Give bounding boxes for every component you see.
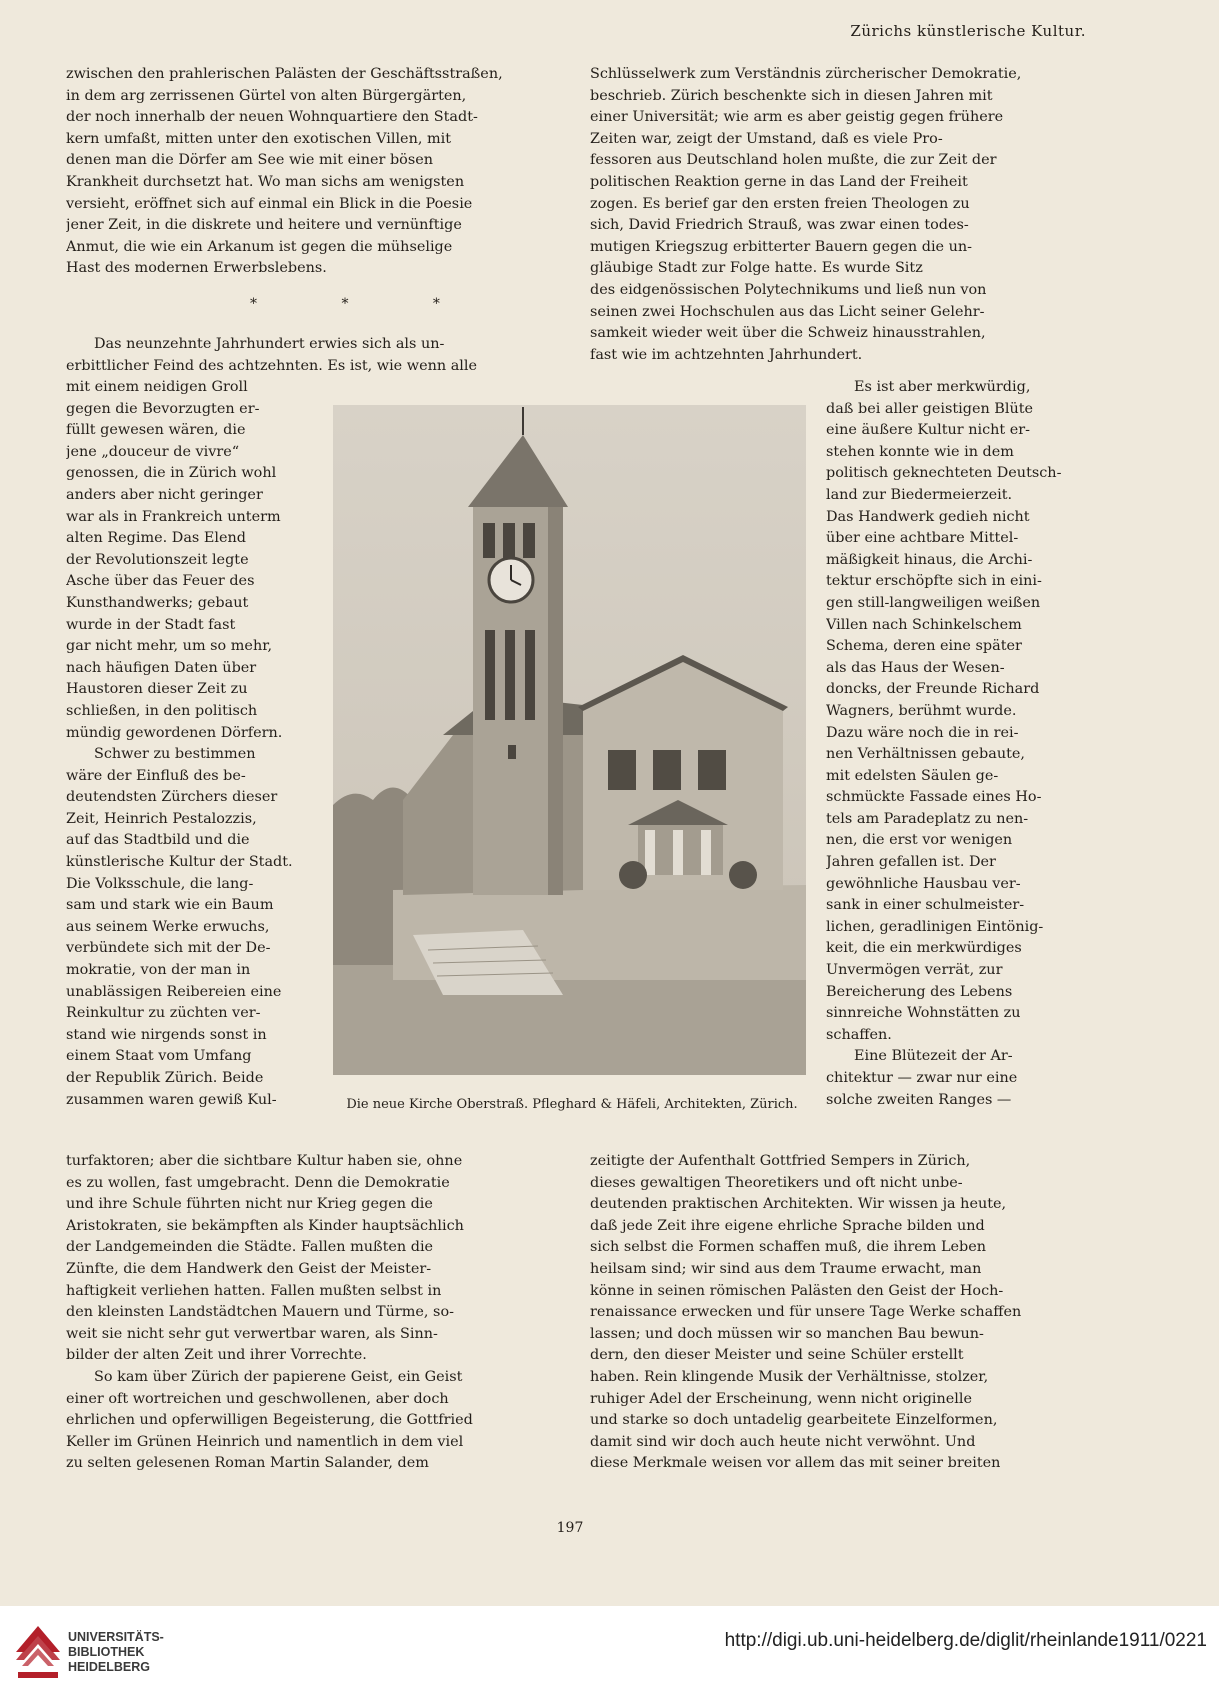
left-column-mid xyxy=(66,334,544,377)
text-line: fast wie im achtzehnten Jahrhundert. xyxy=(590,346,863,363)
text-line: kern umfaßt, mitten unter den exotischen Villen, mit xyxy=(66,130,452,147)
text-line: Hast des modernen Erwerbslebens. xyxy=(66,260,327,277)
text-line: beschrieb. Zürich beschenkte sich in diesen Jahren mit xyxy=(590,87,993,104)
section-divider-stars: * * * xyxy=(250,296,480,312)
text-line: sich selbst die Formen schaffen muß, die ihrem Leben xyxy=(590,1239,987,1256)
text-line: alten Regime. Das Elend xyxy=(66,530,246,547)
text-line: solche zweiten Ranges — xyxy=(826,1091,1012,1108)
text-line: keit, die ein merkwürdiges xyxy=(826,940,1022,957)
text-line: erbittlicher Feind des achtzehnten. Es ist, wie wenn alle xyxy=(66,357,478,374)
text-line: genossen, die in Zürich wohl xyxy=(66,465,277,482)
text-line: gläubige Stadt zur Folge hatte. Es wurde Sitz xyxy=(590,260,923,277)
text-line: haben. Rein klingende Musik der Verhältnisse, stolzer, xyxy=(590,1368,989,1385)
right-column-top xyxy=(590,64,1074,366)
library-name: UNIVERSITÄTS- BIBLIOTHEK HEIDELBERG xyxy=(68,1630,164,1674)
text-line: sam und stark wie ein Baum xyxy=(66,897,274,914)
text-line: nen Verhältnissen gebaute, xyxy=(826,746,1025,763)
text-line: war als in Frankreich unterm xyxy=(66,508,281,525)
text-line: schmückte Fassade eines Ho- xyxy=(826,789,1042,806)
text-line: künstlerische Kultur der Stadt. xyxy=(66,854,293,871)
text-line: mit einem neidigen Groll xyxy=(66,379,248,395)
text-line: der noch innerhalb der neuen Wohnquartiere den Stadt- xyxy=(66,109,478,126)
text-line: Es ist aber merkwürdig, xyxy=(854,379,1031,395)
text-line: Dazu wäre noch die in rei- xyxy=(826,724,1019,741)
left-column-narrow xyxy=(66,377,304,1111)
text-line: der Revolutionszeit legte xyxy=(66,551,249,568)
text-line: bilder der alten Zeit und ihrer Vorrechte. xyxy=(66,1347,367,1364)
text-line: So kam über Zürich der papierene Geist, ein Geist xyxy=(94,1368,463,1385)
text-line: Asche über das Feuer des xyxy=(66,573,255,590)
text-line: Krankheit durchsetzt hat. Wo man sichs am wenigsten xyxy=(66,173,465,190)
text-line: der Landgemeinden die Städte. Fallen mußten die xyxy=(66,1239,434,1256)
text-line: Die Volksschule, die lang- xyxy=(66,875,254,892)
text-line: tels am Paradeplatz zu nen- xyxy=(826,810,1029,827)
text-line: politischen Reaktion gerne in das Land der Freiheit xyxy=(590,173,968,190)
text-line: gar nicht mehr, um so mehr, xyxy=(66,638,273,655)
text-line: land zur Biedermeierzeit. xyxy=(826,486,1013,503)
text-line: heilsam sind; wir sind aus dem Traume erwacht, man xyxy=(590,1260,982,1277)
source-url-link[interactable]: http://digi.ub.uni-heidelberg.de/diglit/rheinlande1911/0221 xyxy=(724,1630,1207,1651)
text-line: mündig gewordenen Dörfern. xyxy=(66,724,283,741)
text-line: sinnreiche Wohnstätten zu xyxy=(826,1005,1021,1022)
text-line: Eine Blütezeit der Ar- xyxy=(854,1048,1013,1065)
text-line: zeitigte der Aufenthalt Gottfried Sempers in Zürich, xyxy=(590,1153,971,1169)
text-line: auf das Stadtbild und die xyxy=(66,832,250,849)
text-line: diese Merkmale weisen vor allem das mit seiner breiten xyxy=(590,1455,1001,1472)
text-line: haftigkeit verliehen hatten. Fallen mußten selbst in xyxy=(66,1282,442,1299)
text-line: daß bei aller geistigen Blüte xyxy=(826,400,1034,417)
left-column-bottom xyxy=(66,1151,544,1475)
text-line: fessoren aus Deutschland holen mußte, die zur Zeit der xyxy=(590,152,997,169)
text-line: lichen, geradlinigen Eintönig- xyxy=(826,918,1044,935)
text-line: stehen konnte wie in dem xyxy=(826,443,1014,460)
text-line: ruhiger Adel der Erscheinung, wenn nicht originelle xyxy=(590,1390,973,1407)
text-line: einer Universität; wie arm es aber geistig gegen frühere xyxy=(590,109,1004,126)
figure-caption: Die neue Kirche Oberstraß. Pfleghard & Häfeli, Architekten, Zürich. xyxy=(346,1097,798,1112)
text-line: zogen. Es berief gar den ersten freien Theologen zu xyxy=(590,195,970,212)
text-line: der Republik Zürich. Beide xyxy=(66,1070,264,1086)
text-line: daß jede Zeit ihre eigene ehrliche Sprache bilden und xyxy=(590,1217,985,1234)
text-line: Unvermögen verrät, zur xyxy=(826,962,1003,979)
text-line: seinen zwei Hochschulen aus das Licht seiner Gelehr- xyxy=(590,303,985,320)
text-line: schaffen. xyxy=(826,1026,892,1043)
text-line: Keller im Grünen Heinrich und namentlich in dem viel xyxy=(66,1433,464,1450)
text-line: chitektur — zwar nur eine xyxy=(826,1070,1018,1086)
text-line: und ihre Schule führten nicht nur Krieg gegen die xyxy=(66,1196,433,1213)
text-line: dern, den dieser Meister und seine Schüler erstellt xyxy=(590,1347,964,1364)
text-line: denen man die Dörfer am See wie mit einer bösen xyxy=(66,152,433,169)
text-line: den kleinsten Landstädtchen Mauern und Türme, so- xyxy=(66,1304,454,1321)
library-logo-icon xyxy=(12,1620,64,1684)
text-line: könne in seinen römischen Palästen den Geist der Hoch- xyxy=(590,1282,1004,1299)
text-line: versieht, eröffnet sich auf einmal ein Blick in die Poesie xyxy=(66,195,473,212)
text-line: wurde in der Stadt fast xyxy=(66,616,236,633)
text-line: Bereicherung des Lebens xyxy=(826,983,1013,1000)
footer-bar xyxy=(0,1606,1219,1696)
text-line: doncks, der Freunde Richard xyxy=(826,681,1040,698)
text-line: Aristokraten, sie bekämpften als Kinder hauptsächlich xyxy=(66,1217,464,1234)
text-line: Wagners, berühmt wurde. xyxy=(826,702,1017,719)
text-line: verbündete sich mit der De- xyxy=(66,940,271,957)
text-line: turfaktoren; aber die sichtbare Kultur haben sie, ohne xyxy=(66,1153,463,1169)
text-line: sich, David Friedrich Strauß, was zwar einen todes- xyxy=(590,217,969,234)
text-line: deutenden praktischen Architekten. Wir wissen ja heute, xyxy=(590,1196,1007,1213)
text-line: unablässigen Reibereien eine xyxy=(66,983,282,1000)
text-line: gen still-langweiligen weißen xyxy=(826,594,1041,611)
text-line: Kunsthandwerks; gebaut xyxy=(66,594,249,611)
text-line: es zu wollen, fast umgebracht. Denn die Demokratie xyxy=(66,1174,450,1191)
running-title: Zürichs künstlerische Kultur. xyxy=(850,22,1086,40)
text-line: anders aber nicht geringer xyxy=(66,486,263,503)
text-line: in dem arg zerrissenen Gürtel von alten Bürgergärten, xyxy=(66,87,467,104)
text-line: schließen, in den politisch xyxy=(66,702,258,719)
text-line: samkeit wieder weit über die Schweiz hinausstrahlen, xyxy=(590,325,986,342)
text-line: nach häufigen Daten über xyxy=(66,659,257,676)
text-line: aus seinem Werke erwuchs, xyxy=(66,918,270,935)
text-line: mokratie, von der man in xyxy=(66,962,251,979)
text-line: sank in einer schulmeister- xyxy=(826,897,1025,914)
text-line: Schema, deren eine später xyxy=(826,638,1022,655)
text-line: ehrlichen und opferwilligen Begeisterung, die Gottfried xyxy=(66,1412,473,1429)
text-line: einem Staat vom Umfang xyxy=(66,1048,252,1065)
text-line: zusammen waren gewiß Kul- xyxy=(66,1091,277,1108)
text-line: Zeiten war, zeigt der Umstand, daß es viele Pro- xyxy=(590,130,943,147)
text-line: renaissance erwecken und für unsere Tage Werke schaffen xyxy=(590,1304,1022,1321)
text-line: Haustoren dieser Zeit zu xyxy=(66,681,248,698)
text-line: mäßigkeit hinaus, die Archi- xyxy=(826,551,1033,568)
text-line: mutigen Kriegszug erbitterter Bauern gegen die un- xyxy=(590,238,973,255)
church-photograph xyxy=(333,405,806,1075)
left-column-top xyxy=(66,64,544,280)
text-line: stand wie nirgends sonst in xyxy=(66,1026,267,1043)
text-line: Villen nach Schinkelschem xyxy=(826,616,1022,633)
text-line: tektur erschöpfte sich in eini- xyxy=(826,573,1042,590)
text-line: Das Handwerk gedieh nicht xyxy=(826,508,1030,525)
text-line: lassen; und doch müssen wir so manchen Bau bewun- xyxy=(590,1325,984,1342)
text-line: wäre der Einfluß des be- xyxy=(66,767,246,784)
text-line: einer oft wortreichen und geschwollenen, aber doch xyxy=(66,1390,449,1407)
text-line: damit sind wir doch auch heute nicht verwöhnt. Und xyxy=(590,1433,976,1450)
text-line: und starke so doch untadelig gearbeitete Einzelformen, xyxy=(590,1412,998,1429)
text-line: Schlüsselwerk zum Verständnis zürcherischer Demokratie, xyxy=(590,66,1022,82)
text-line: Zünfte, die dem Handwerk den Geist der Meister- xyxy=(66,1260,432,1277)
text-line: dieses gewaltigen Theoretikers und oft nicht unbe- xyxy=(590,1174,963,1191)
text-line: Jahren gefallen ist. Der xyxy=(826,854,996,871)
text-line: politisch geknechteten Deutsch- xyxy=(826,465,1062,482)
text-line: deutendsten Zürchers dieser xyxy=(66,789,278,806)
text-line: mit edelsten Säulen ge- xyxy=(826,767,999,784)
text-line: über eine achtbare Mittel- xyxy=(826,530,1019,547)
text-line: als das Haus der Wesen- xyxy=(826,659,1005,676)
text-line: Anmut, die wie ein Arkanum ist gegen die mühselige xyxy=(66,238,453,255)
text-line: zwischen den prahlerischen Palästen der Geschäftsstraßen, xyxy=(66,66,503,82)
text-line: Schwer zu bestimmen xyxy=(94,746,256,763)
text-line: weit sie nicht sehr gut verwertbar waren, als Sinn- xyxy=(66,1325,438,1342)
text-line: des eidgenössischen Polytechnikums und ließ nun von xyxy=(590,281,987,298)
page-number: 197 xyxy=(556,1520,584,1536)
text-line: nen, die erst vor wenigen xyxy=(826,832,1013,849)
right-column-narrow xyxy=(826,377,1074,1111)
text-line: gewöhnliche Hausbau ver- xyxy=(826,875,1021,892)
text-line: füllt gewesen wären, die xyxy=(66,422,246,439)
text-line: Zeit, Heinrich Pestalozzis, xyxy=(66,810,257,827)
text-line: jene „douceur de vivre“ xyxy=(66,443,240,460)
text-line: eine äußere Kultur nicht er- xyxy=(826,422,1031,439)
text-line: Reinkultur zu züchten ver- xyxy=(66,1005,261,1022)
text-line: Das neunzehnte Jahrhundert erwies sich als un- xyxy=(94,336,445,352)
text-line: jener Zeit, in die diskrete und heitere und vernünftige xyxy=(66,217,462,234)
right-column-bottom xyxy=(590,1151,1074,1475)
text-line: zu selten gelesenen Roman Martin Salander, dem xyxy=(66,1455,429,1472)
text-line: gegen die Bevorzugten er- xyxy=(66,400,260,417)
